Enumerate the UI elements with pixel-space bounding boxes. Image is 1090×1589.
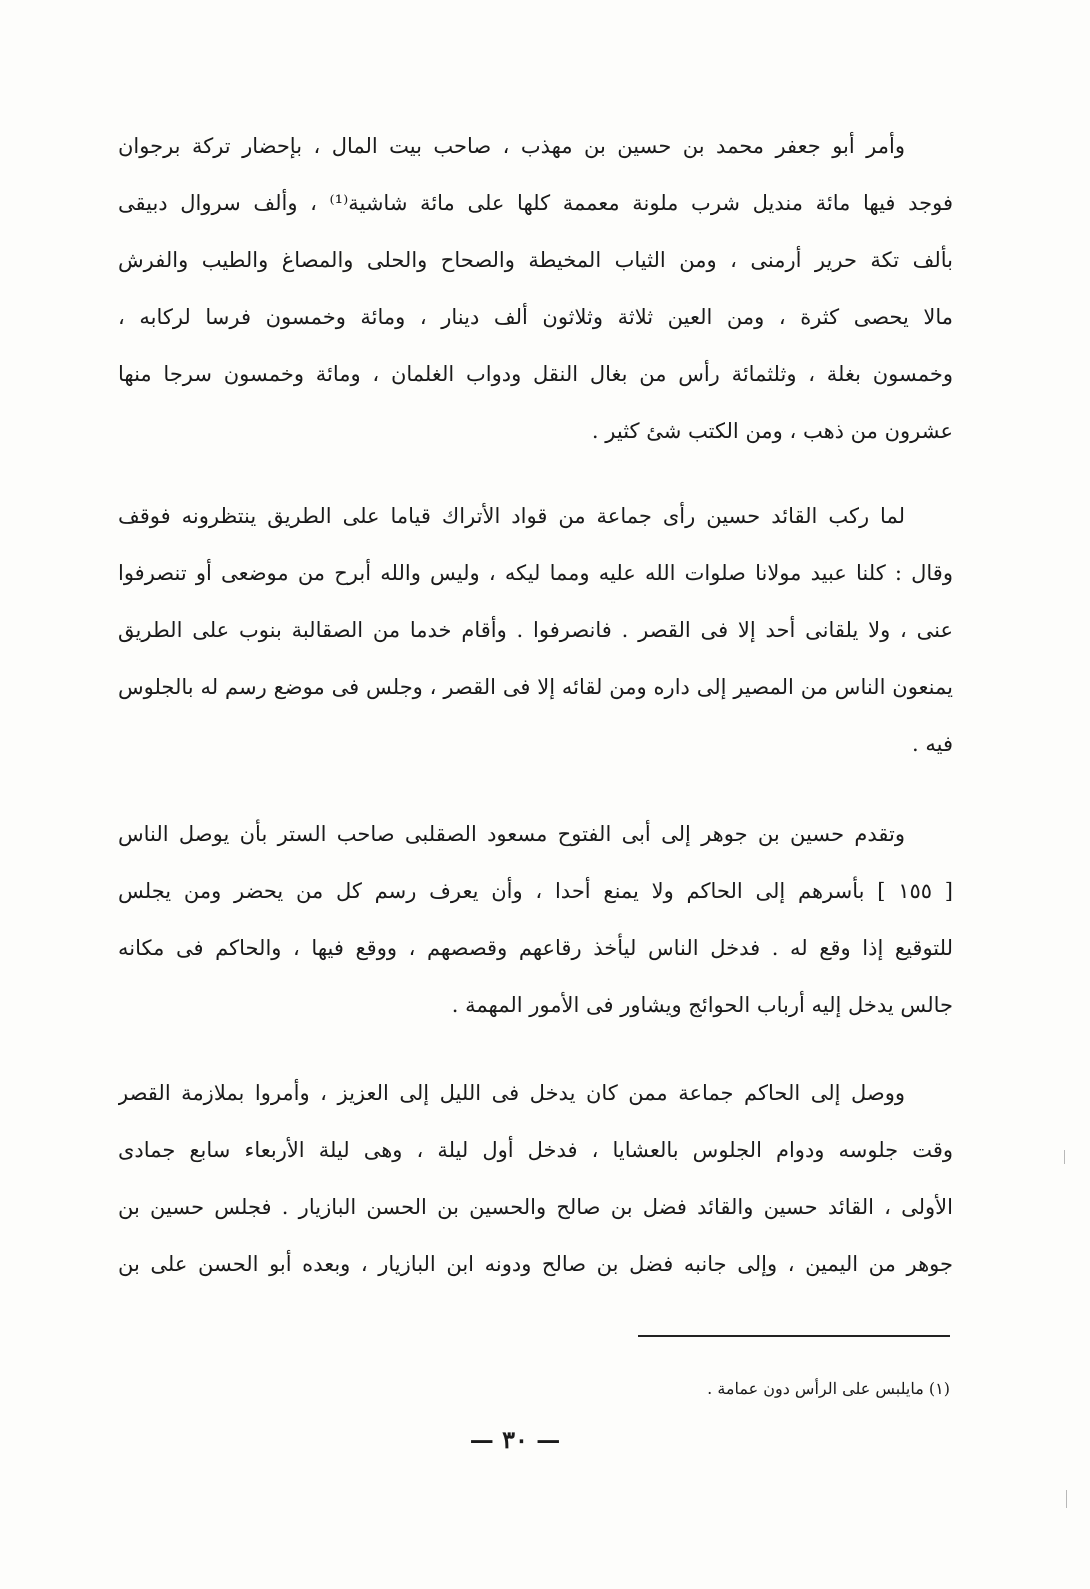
- text-line: بألف تكة حرير أرمنى ، ومن الثياب المخيطة والصحاح والحلى والمصاغ والطيب والفرش: [118, 248, 953, 272]
- text-line: لما ركب القائد حسين رأى جماعة من قواد الأتراك قياما على الطريق ينتظرونه فوقف: [118, 504, 905, 528]
- page-number: — ٣٠ —: [469, 1425, 561, 1454]
- text-line: فوجد فيها مائة منديل شرب ملونة معممة كلها على مائة شاشية⁽¹⁾ ، وألف سروال دبيقى: [118, 191, 953, 215]
- footnote-divider: [638, 1335, 950, 1337]
- paragraph-4: [118, 1065, 953, 1293]
- text-line: وأمر أبو جعفر محمد بن حسين بن مهذب ، صاحب بيت المال ، بإحضار تركة برجوان: [118, 134, 905, 158]
- text-line: عشرون من ذهب ، ومن الكتب شئ كثير .: [591, 419, 953, 443]
- text-line: ووصل إلى الحاكم جماعة ممن كان يدخل فى الليل إلى العزيز ، وأمروا بملازمة القصر: [118, 1081, 905, 1105]
- text-line: الأولى ، القائد حسين والقائد فضل بن صالح والحسين بن الحسن البازيار . فجلس حسين بن: [118, 1195, 953, 1219]
- footnote: (١) مايلبس على الرأس دون عمامة .: [707, 1379, 950, 1398]
- text-line: جوهر من اليمين ، وإلى جانبه فضل بن صالح ودونه ابن البازيار ، وبعده أبو الحسن على بن: [118, 1252, 953, 1276]
- text-line: [ ١٥٥ ] بأسرهم إلى الحاكم ولا يمنع أحدا ، وأن يعرف رسم كل من يحضر ومن يجلس: [118, 879, 953, 903]
- text-line: جالس يدخل إليه أرباب الحوائج ويشاور فى الأمور المهمة .: [451, 993, 953, 1017]
- paragraph-2: [118, 488, 953, 773]
- text-line: وتقدم حسين بن جوهر إلى أبى الفتوح مسعود الصقلبى صاحب الستر بأن يوصل الناس: [118, 822, 905, 846]
- text-line: فيه .: [912, 732, 953, 756]
- paragraph-3: [118, 806, 953, 1034]
- margin-mark: [1064, 1150, 1065, 1164]
- text-line: وقال : كلنا عبيد مولانا صلوات الله عليه ومما ليكه ، وليس والله أبرح من موضعى أو تنصرفوا: [118, 561, 953, 585]
- text-line: يمنعون الناس من المصير إلى داره ومن لقائه إلا فى القصر ، وجلس فى موضع رسم له بالجلوس: [118, 675, 953, 699]
- paragraph-1: [118, 118, 953, 460]
- text-line: للتوقيع إذا وقع له . فدخل الناس ليأخذ رقاعهم وقصصهم ، ووقع فيها ، والحاكم فى مكانه: [118, 936, 953, 960]
- margin-mark: [1066, 1490, 1067, 1508]
- text-line: وقت جلوسه ودوام الجلوس بالعشايا ، فدخل أول ليلة ، وهى ليلة الأربعاء سابع جمادى: [118, 1138, 953, 1162]
- text-line: وخمسون بغلة ، وثلثمائة رأس من بغال النقل ودواب الغلمان ، ومائة وخمسون سرجا منها: [118, 362, 953, 386]
- text-line: عنى ، ولا يلقانى أحد إلا فى القصر . فانصرفوا . وأقام خدما من الصقالبة بنوب على الطريق: [118, 618, 953, 642]
- text-line: مالا يحصى كثرة ، ومن العين ثلاثة وثلاثون ألف دينار ، ومائة وخمسون فرسا لركابه ،: [118, 305, 953, 329]
